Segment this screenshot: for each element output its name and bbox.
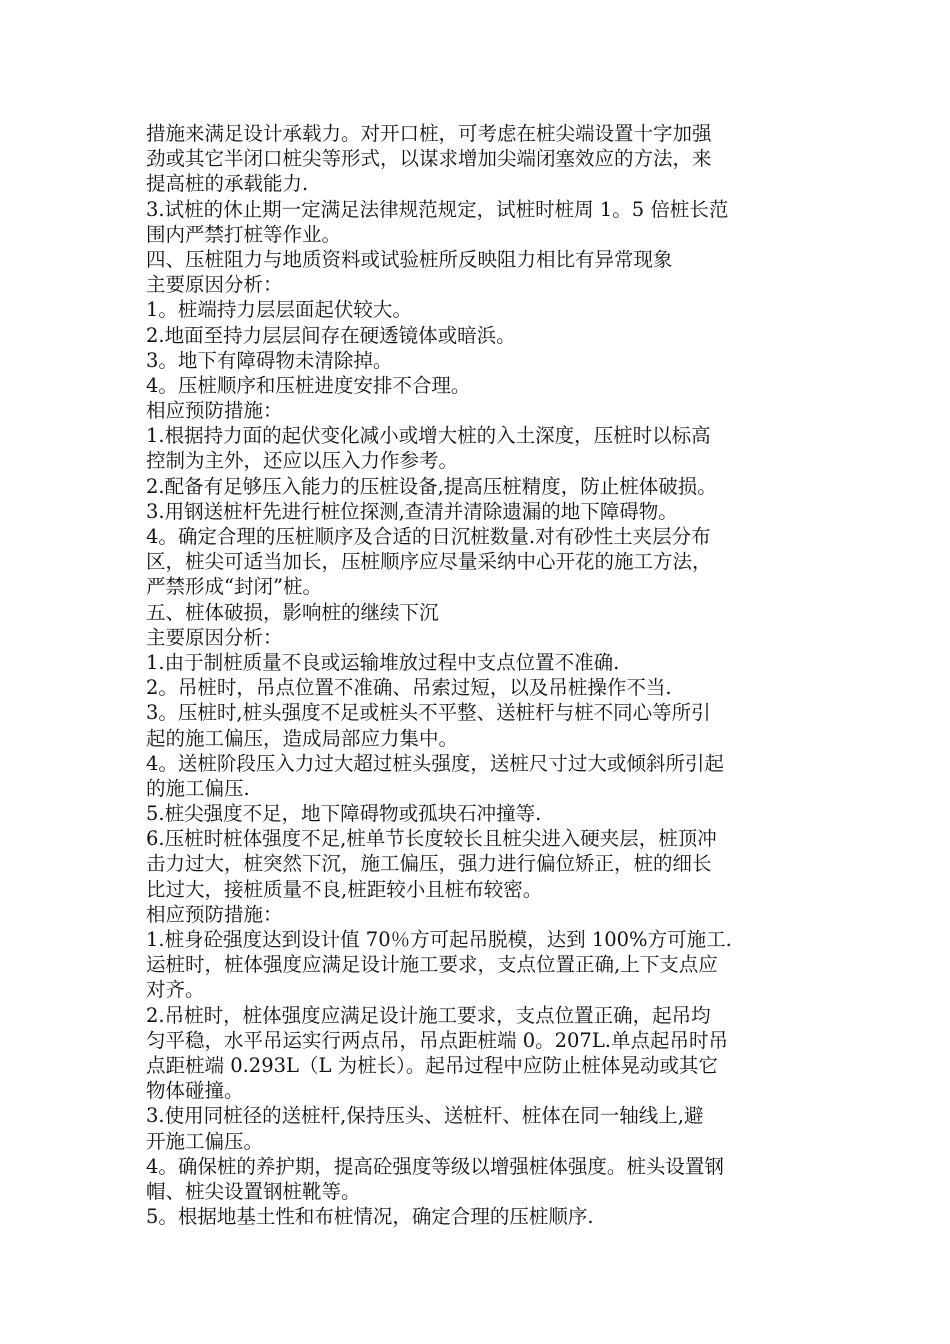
text-line: 严禁形成“封闭”桩。 <box>146 575 322 599</box>
text-line: 1。桩端持力层层面起伏较大。 <box>146 298 412 322</box>
text-line: 运桩时，桩体强度应满足设计施工要求，支点位置正确,上下支点应 <box>146 953 718 977</box>
text-line: 3.使用同桩径的送桩杆,保持压头、送桩杆、桩体在同一轴线上,避 <box>146 1104 704 1128</box>
text-line: 5。根据地基土性和布桩情况，确定合理的压桩顺序. <box>146 1205 594 1229</box>
text-line: 4。确定合理的压桩顺序及合适的日沉桩数量.对有砂性土夹层分布 <box>146 525 711 548</box>
subheading: 相应预防措施： <box>146 399 283 423</box>
text-line: 6.压桩时桩体强度不足,桩单节长度较长且桩尖进入硬夹层，桩顶冲 <box>146 827 717 851</box>
text-line: 4。确保桩的养护期，提高砼强度等级以增强桩体强度。桩头设置钢 <box>146 1154 724 1178</box>
text-line: 对齐。 <box>146 978 205 1002</box>
text-line: 劲或其它半闭口桩尖等形式，以谋求增加尖端闭塞效应的方法，来 <box>146 147 712 171</box>
text-line: 围内严禁打桩等作业。 <box>146 222 342 246</box>
text-line: 点距桩端 0.293L（L 为桩长）。起吊过程中应防止桩体晃动或其它 <box>146 1053 718 1077</box>
text-line: 3。压桩时,桩头强度不足或桩头不平整、送桩杆与桩不同心等所引 <box>146 701 711 725</box>
text-line: 击力过大，桩突然下沉，施工偏压，强力进行偏位矫正，桩的细长 <box>146 852 712 876</box>
text-line: 的施工偏压. <box>146 776 250 800</box>
subheading: 主要原因分析： <box>146 625 283 649</box>
section-heading: 四、压桩阻力与地质资料或试验桩所反映阻力相比有异常现象 <box>146 247 673 271</box>
text-line: 2.吊桩时，桩体强度应满足设计施工要求，支点位置正确，起吊均 <box>146 1003 711 1027</box>
text-line: 措施来满足设计承载力。对开口桩，可考虑在桩尖端设置十字加强 <box>146 122 712 145</box>
text-line: 1.桩身砼强度达到设计值 70％方可起吊脱模，达到 100%方可施工. <box>146 928 732 951</box>
text-line: 匀平稳，水平吊运实行两点吊，吊点距桩端 0。207L.单点起吊时吊 <box>146 1028 728 1052</box>
text-line: 开施工偏压。 <box>146 1129 264 1153</box>
text-line: 起的施工偏压，造成局部应力集中。 <box>146 726 459 750</box>
section-heading: 五、桩体破损，影响桩的继续下沉 <box>146 600 439 624</box>
text-line: 3.用钢送桩杆先进行桩位探测,查清并清除遗漏的地下障碍物。 <box>146 499 678 523</box>
text-line: 帽、桩尖设置钢桩靴等。 <box>146 1179 361 1203</box>
text-line: 5.桩尖强度不足，地下障碍物或孤块石冲撞等. <box>146 802 542 826</box>
text-line: 4。送桩阶段压入力过大超过桩头强度，送桩尺寸过大或倾斜所引起 <box>146 751 724 775</box>
document-body <box>146 121 814 1229</box>
text-line: 控制为主外，还应以压入力作参考。 <box>146 449 459 473</box>
text-line: 3.试桩的休止期一定满足法律规范规定，试桩时桩周 1。5 倍桩长范 <box>146 197 729 221</box>
text-line: 比过大，接桩质量不良,桩距较小且桩布较密。 <box>146 877 543 901</box>
text-line: 1.根据持力面的起伏变化减小或增大桩的入土深度，压桩时以标高 <box>146 424 711 448</box>
text-line: 3。地下有障碍物未清除掉。 <box>146 348 393 372</box>
text-line: 2.配备有足够压入能力的压桩设备,提高压桩精度，防止桩体破损。 <box>146 474 717 498</box>
subheading: 主要原因分析： <box>146 273 283 297</box>
text-line: 2。吊桩时，吊点位置不准确、吊索过短，以及吊桩操作不当. <box>146 676 672 700</box>
subheading: 相应预防措施： <box>146 902 283 926</box>
text-line: 区，桩尖可适当加长，压桩顺序应尽量采纳中心开花的施工方法， <box>146 550 712 574</box>
text-line: 物体碰撞。 <box>146 1079 244 1103</box>
text-line: 2.地面至持力层层间存在硬透镜体或暗浜。 <box>146 323 516 347</box>
text-line: 4。压桩顺序和压桩进度安排不合理。 <box>146 373 471 397</box>
text-line: 提高桩的承载能力. <box>146 172 309 196</box>
text-line: 1.由于制桩质量不良或运输堆放过程中支点位置不准确. <box>146 650 620 674</box>
